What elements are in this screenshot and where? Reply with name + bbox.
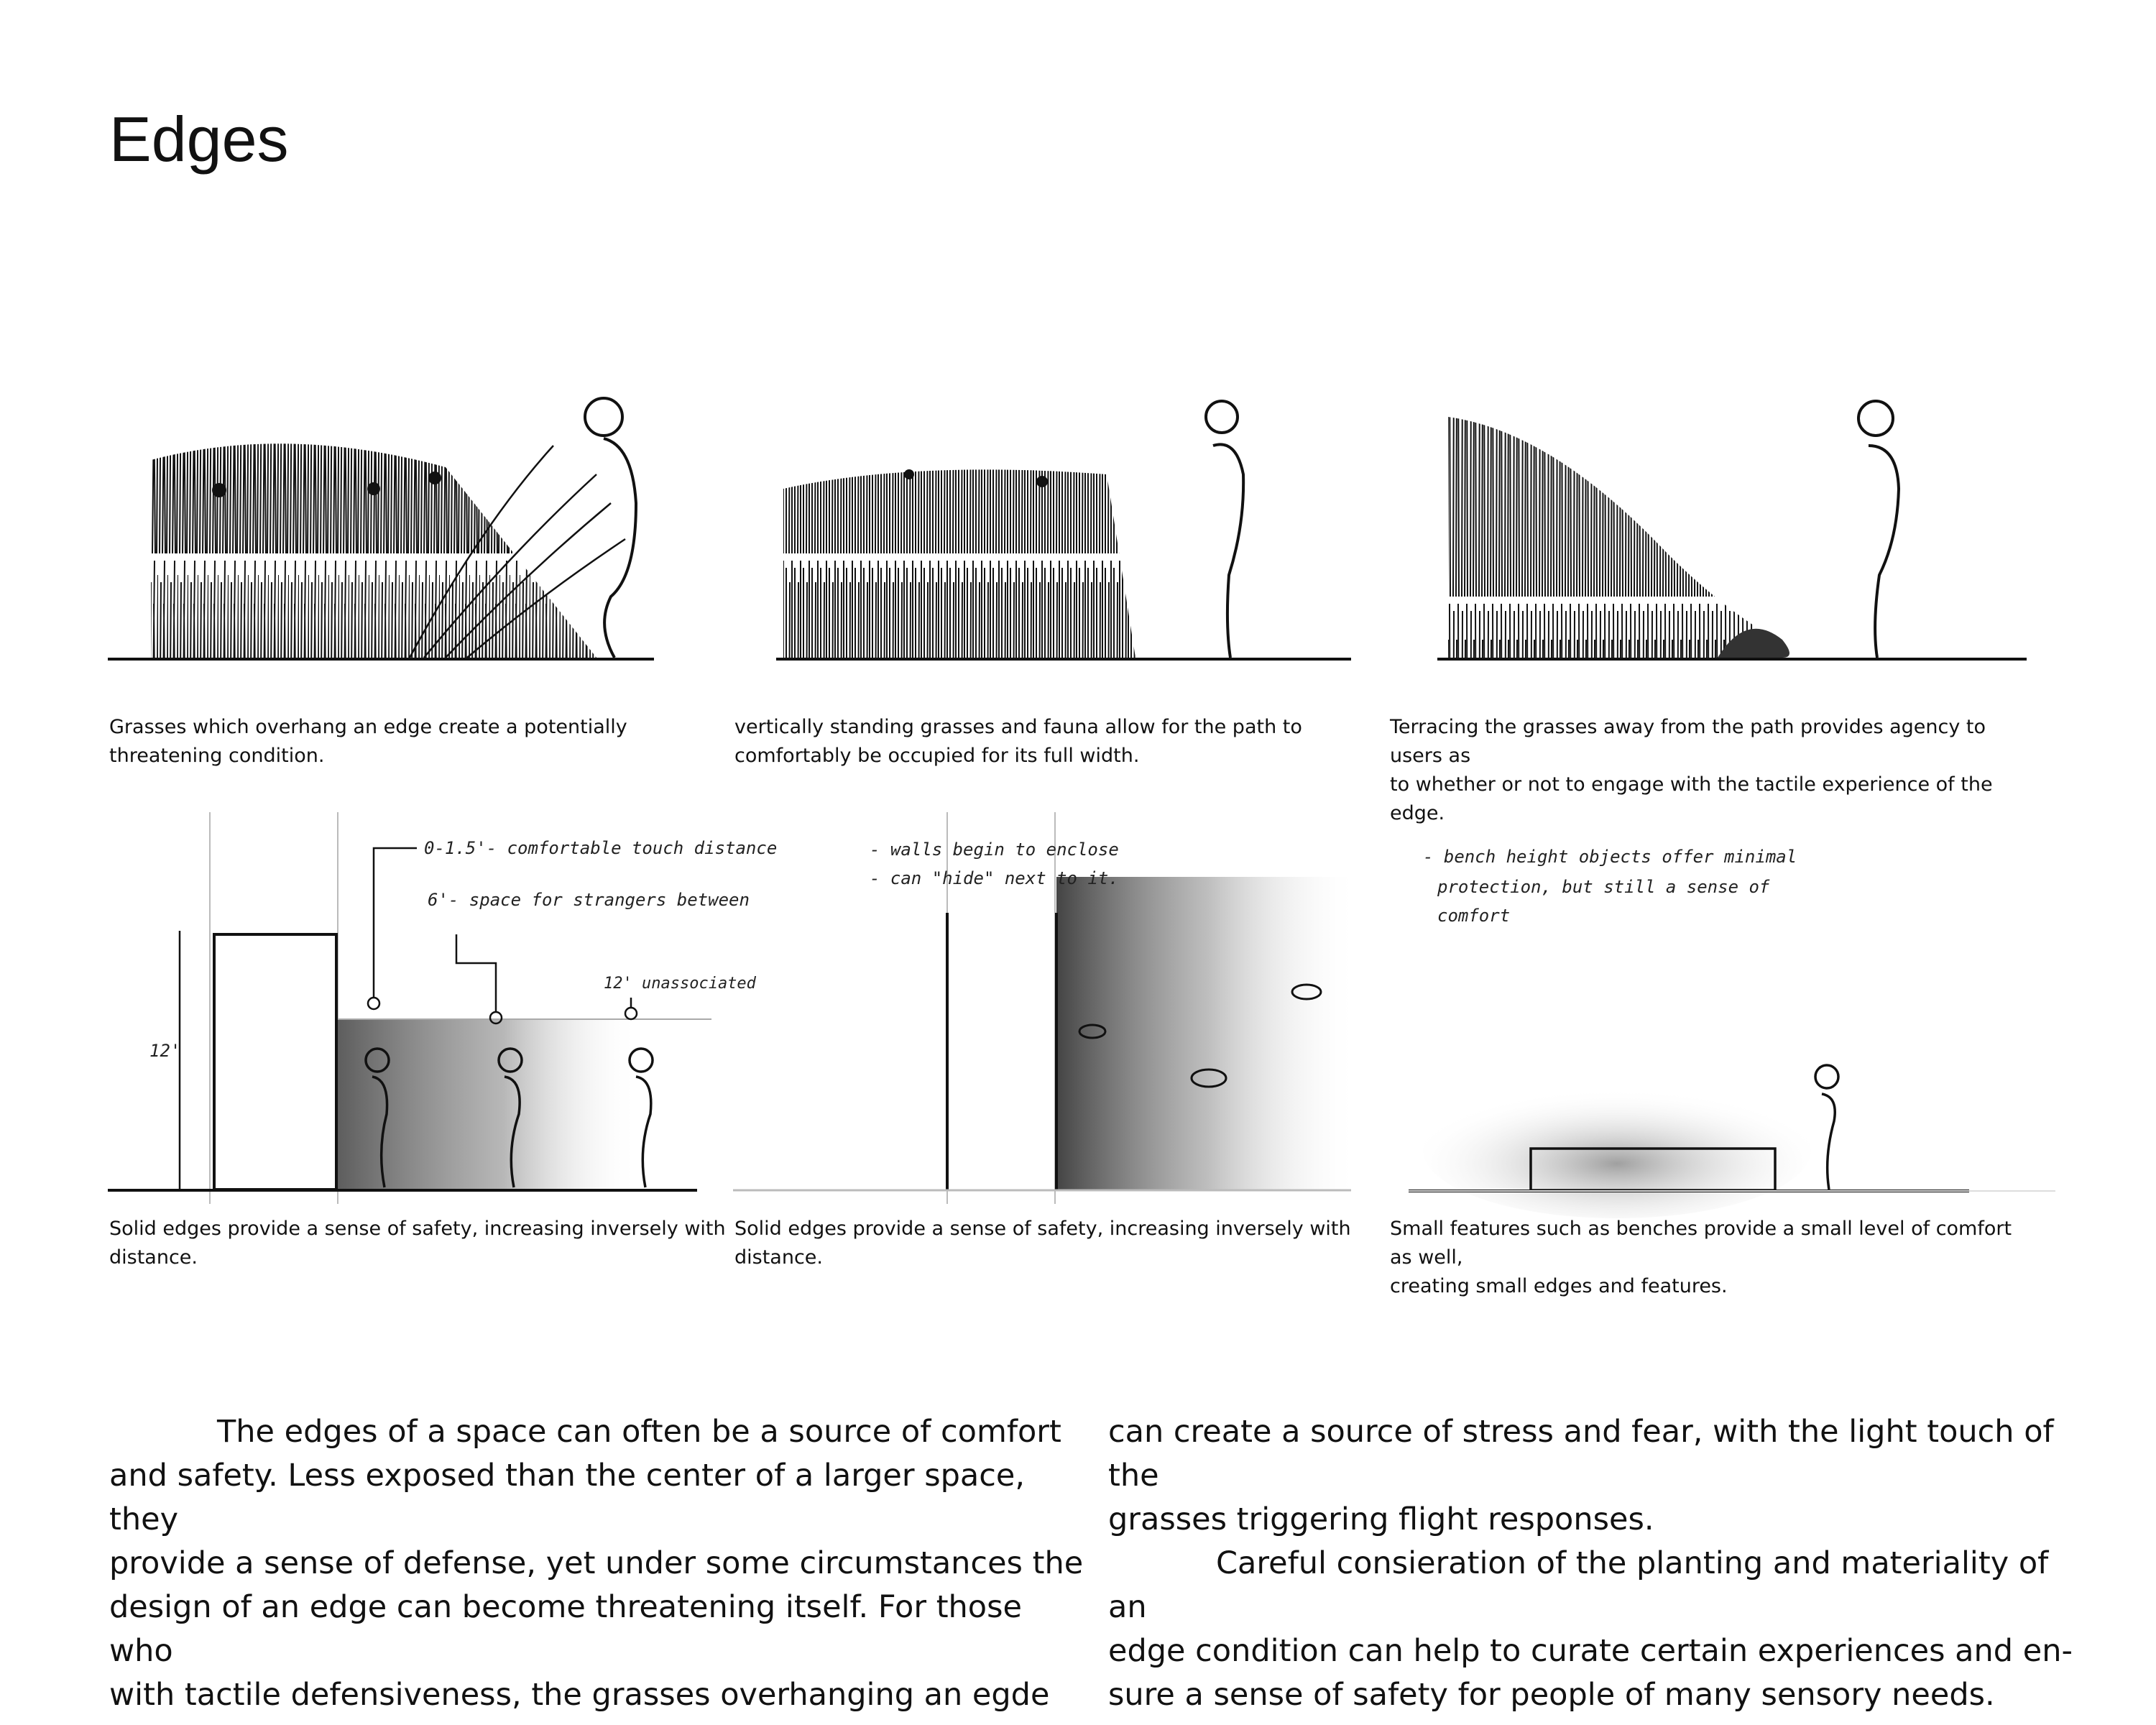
wall-height-label: 12' <box>149 1041 181 1061</box>
unassociated-note: 12' unassociated <box>604 975 756 993</box>
sketch-bench-edge <box>1409 812 2055 1215</box>
caption-overhanging: Grasses which overhang an edge create a potentially threatening condition. <box>109 716 627 767</box>
caption-vertical: vertically standing grasses and fauna allow for the path to comfortably be occupied for its full width. <box>734 716 1302 767</box>
body-paragraph: Careful consieration of the planting and materiality of an edge condition can help to curate certain experiences and en- sure a sense of safety for people of many sensory needs. <box>1108 1545 2073 1713</box>
walls-enclose-note: - walls begin to enclose <box>870 840 1119 860</box>
caption-solid-edges-2: Solid edges provide a sense of safety, increasing inversely with distance. <box>734 1218 1351 1269</box>
sketch-solid-wall-distances <box>108 812 778 1215</box>
person-figure <box>1858 401 1899 658</box>
body-paragraph: can create a source of stress and fear, with the light touch of the grasses triggering flight responses. <box>1108 1414 2054 1537</box>
caption-benches: Small features such as benches provide a small level of comfort as well, creating small edges and features. <box>1390 1218 2012 1297</box>
touch-distance-note: 0-1.5'- comfortable touch distance <box>424 838 778 858</box>
sketch-terraced-grasses <box>1409 338 2055 668</box>
sketch-enclosing-wall <box>733 812 1365 1215</box>
person-figure <box>585 398 636 658</box>
body-column-2 <box>1108 1410 2086 1717</box>
bench-note-line-3: comfort <box>1437 906 1511 926</box>
page-title: Edges <box>109 104 289 175</box>
person-figure <box>1815 1065 1838 1190</box>
body-paragraph: The edges of a space can often be a source of comfort and safety. Less exposed than the center of a larger space, they provide a sense of defense, yet under some circumstances the design of an edge can become threatening itself. For those who with tactile defensiveness, the grasses overhanging an egde <box>109 1414 1084 1713</box>
hide-note: - can "hide" next to it. <box>870 868 1119 888</box>
body-column-1 <box>109 1410 1087 1717</box>
strangers-space-note: 6'- space for strangers between <box>428 890 750 910</box>
bench-note-line-1: - bench height objects offer minimal <box>1423 847 1797 867</box>
bench-note-line-2: protection, but still a sense of <box>1437 877 1770 897</box>
person-figure <box>1206 401 1243 658</box>
sketch-overhanging-grasses <box>108 338 683 668</box>
sketch-vertical-grasses <box>733 338 1365 668</box>
caption-terracing: Terracing the grasses away from the path provides agency to users as to whether or not to engage with the tactile experience of the edge. <box>1390 716 1993 824</box>
caption-solid-edges-1: Solid edges provide a sense of safety, increasing inversely with distance. <box>109 1218 726 1269</box>
